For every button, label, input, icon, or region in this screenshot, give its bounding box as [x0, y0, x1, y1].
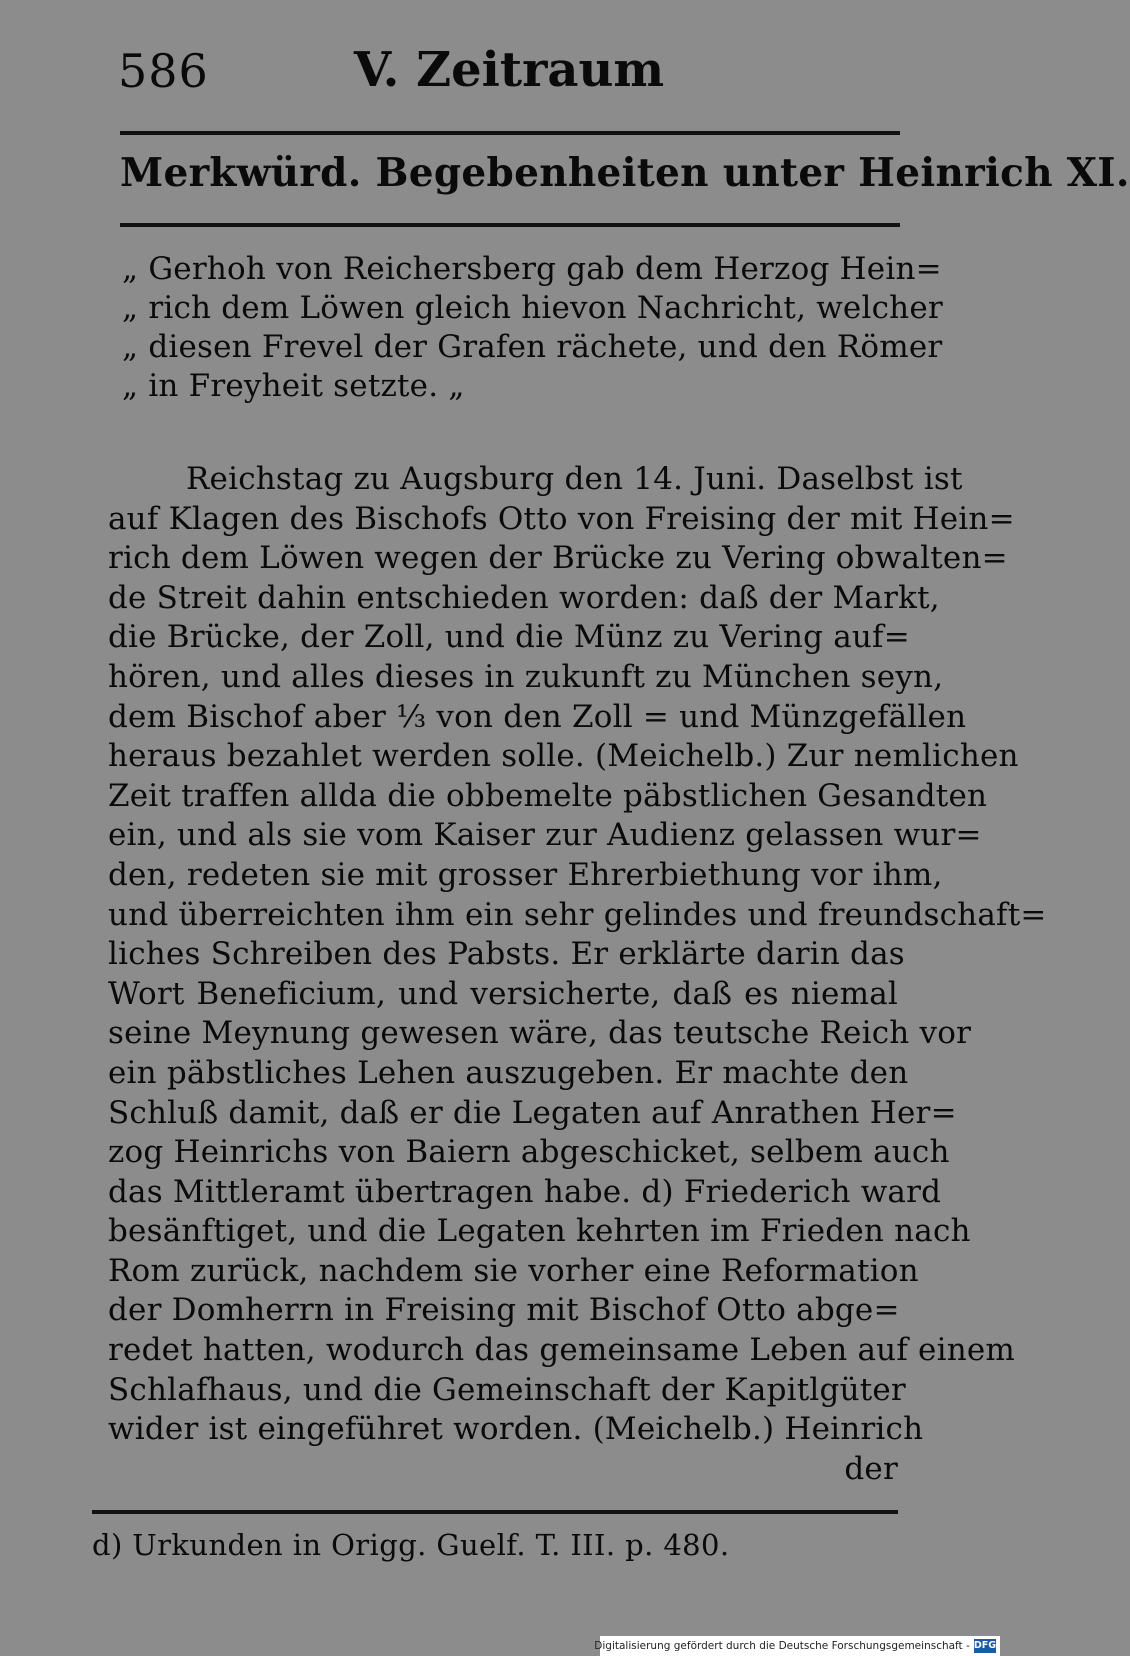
- body-line: besänftiget, und die Legaten kehrten im Frieden nach: [108, 1213, 971, 1250]
- body-line: liches Schreiben des Pabsts. Er erklärte darin das: [108, 936, 905, 973]
- body-paragraph: [108, 460, 1047, 1489]
- running-title: V. Zeitraum: [353, 42, 665, 98]
- footnote: d) Urkunden in Origg. Guelf. T. III. p. 480.: [92, 1528, 730, 1562]
- body-line: Schluß damit, daß er die Legaten auf Anrathen Her=: [108, 1094, 957, 1131]
- body-line: das Mittleramt übertragen habe. d) Friederich ward: [108, 1173, 942, 1210]
- body-line: dem Bischof aber ⅓ von den Zoll = und Münzgefällen: [108, 698, 967, 735]
- body-line: Wort Beneficium, und versicherte, daß es niemal: [108, 975, 898, 1012]
- body-line: zog Heinrichs von Baiern abgeschicket, selbem auch: [108, 1134, 950, 1171]
- body-line: der Domherrn in Freising mit Bischof Otto abge=: [108, 1292, 900, 1329]
- digitization-bar: [594, 1636, 1000, 1656]
- body-line: den, redeten sie mit grosser Ehrerbiethung vor ihm,: [108, 856, 943, 893]
- catchword: der: [844, 1450, 898, 1487]
- digitization-notice: Digitalisierung gefördert durch die Deutsche Forschungsgemeinschaft -: [594, 1640, 970, 1652]
- page-number: 586: [118, 44, 209, 98]
- top-rule: [120, 131, 900, 135]
- dfg-logo: DFG: [973, 1640, 996, 1651]
- body-line: Rom zurück, nachdem sie vorher eine Reformation: [108, 1252, 919, 1289]
- quote-line: „ diesen Frevel der Grafen rächete, und den Römer: [122, 329, 943, 365]
- quote-line: „ in Freyheit setzte. „: [122, 368, 465, 404]
- body-line: hören, und alles dieses in zukunft zu München seyn,: [108, 658, 944, 695]
- section-heading: Merkwürd. Begebenheiten unter Heinrich XI.: [120, 150, 1130, 196]
- body-line: ein, und als sie vom Kaiser zur Audienz gelassen wur=: [108, 817, 982, 854]
- quote-block: [122, 250, 943, 406]
- quote-line: „ rich dem Löwen gleich hievon Nachricht, welcher: [122, 290, 943, 326]
- body-line: heraus bezahlet werden solle. (Meichelb.) Zur nemlichen: [108, 738, 1019, 775]
- body-line: die Brücke, der Zoll, und die Münz zu Vering auf=: [108, 619, 910, 656]
- body-line: de Streit dahin entschieden worden: daß der Markt,: [108, 579, 940, 616]
- body-line: Schlafhaus, und die Gemeinschaft der Kapitlgüter: [108, 1371, 906, 1408]
- body-line: seine Meynung gewesen wäre, das teutsche Reich vor: [108, 1015, 972, 1052]
- body-line: ein päbstliches Lehen auszugeben. Er machte den: [108, 1054, 909, 1091]
- running-head: [118, 38, 900, 108]
- quote-line: „ Gerhoh von Reichersberg gab dem Herzog Hein=: [122, 251, 942, 287]
- body-line: Reichstag zu Augsburg den 14. Juni. Daselbst ist: [186, 461, 963, 497]
- body-line: wider ist eingeführet worden. (Meichelb.) Heinrich: [108, 1411, 924, 1448]
- body-line: rich dem Löwen wegen der Brücke zu Vering obwalten=: [108, 540, 1008, 577]
- body-line: und überreichten ihm ein sehr gelindes und freundschaft=: [108, 896, 1047, 933]
- body-line: redet hatten, wodurch das gemeinsame Leben auf einem: [108, 1332, 1016, 1369]
- heading-rule: [120, 223, 900, 227]
- body-line: Zeit traffen allda die obbemelte päbstlichen Gesandten: [108, 777, 988, 814]
- body-line: auf Klagen des Bischofs Otto von Freising der mit Hein=: [108, 500, 1015, 537]
- footnote-rule: [92, 1510, 898, 1514]
